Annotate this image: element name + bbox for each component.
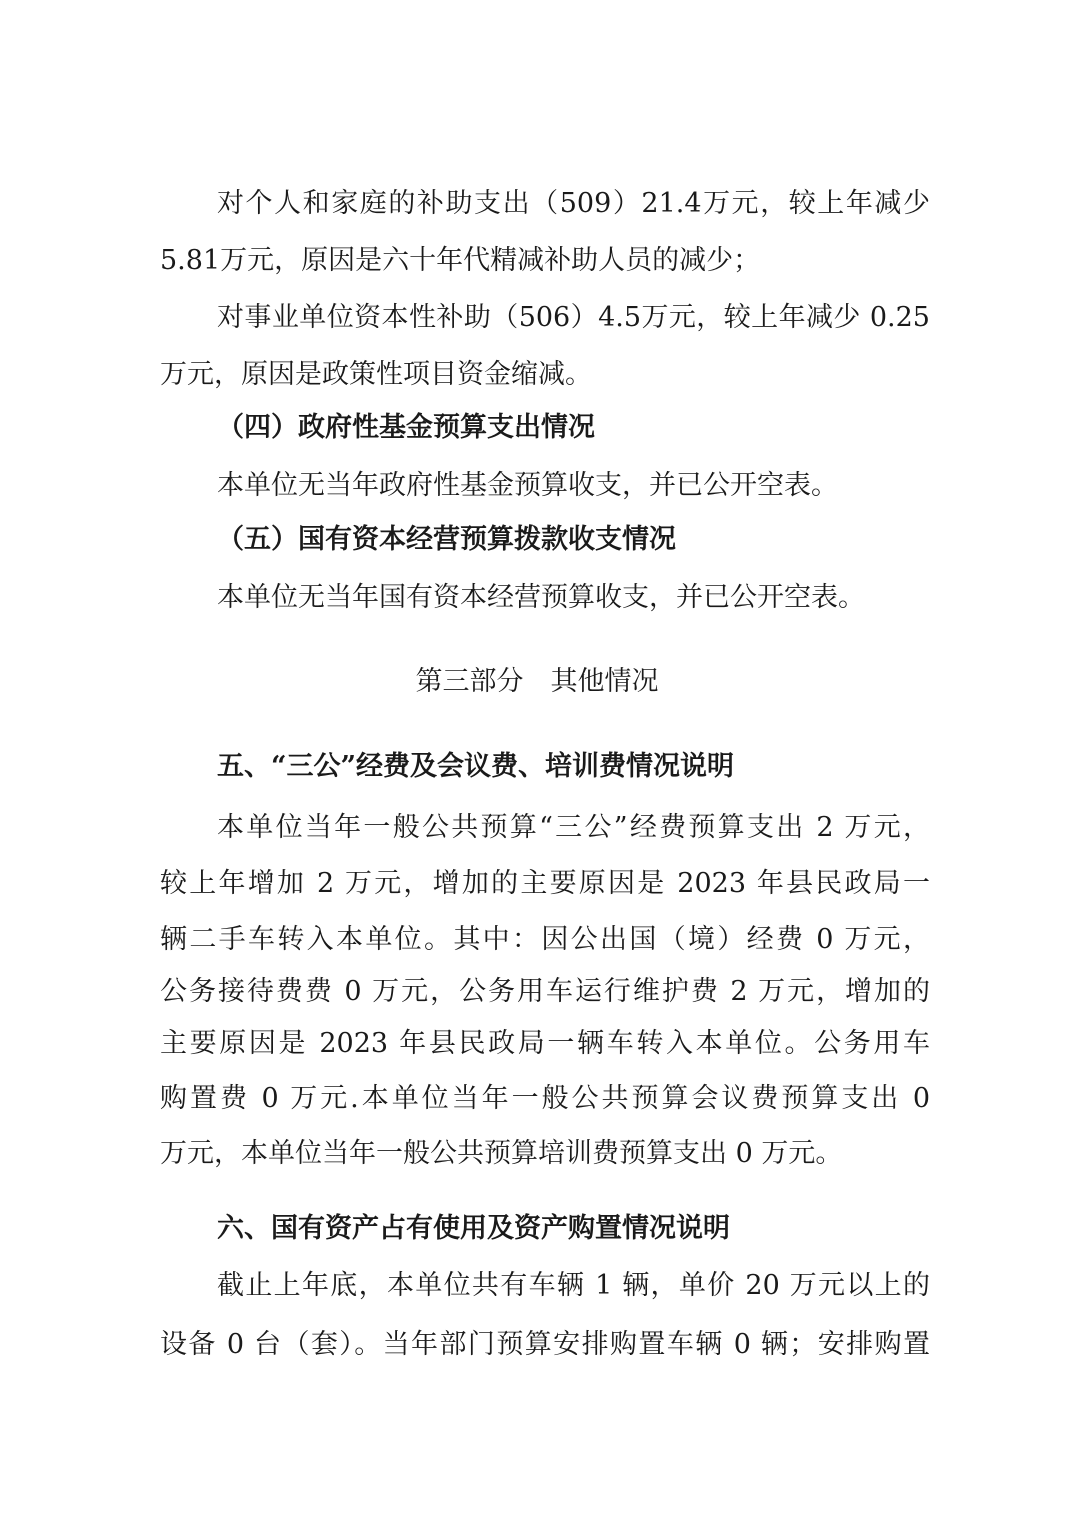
paragraph-line: 设备 0 台（套）。当年部门预算安排购置车辆 0 辆；安排购置 (160, 1329, 930, 1360)
section-heading-5: （五）国有资本经营预算拨款收支情况 (217, 524, 676, 555)
paragraph-line: 较上年增加 2 万元，增加的主要原因是 2023 年县民政局一 (160, 868, 930, 899)
paragraph-line: 对事业单位资本性补助（506）4.5万元，较上年减少 0.25 (217, 302, 930, 333)
paragraph-line: 本单位无当年国有资本经营预算收支，并已公开空表。 (217, 582, 865, 613)
section-heading-six: 六、国有资产占有使用及资产购置情况说明 (217, 1213, 730, 1244)
paragraph-line: 5.81万元，原因是六十年代精减补助人员的减少； (160, 245, 761, 276)
paragraph-line: 截止上年底，本单位共有车辆 1 辆，单价 20 万元以上的 (217, 1270, 930, 1301)
paragraph-line: 主要原因是 2023 年县民政局一辆车转入本单位。公务用车 (160, 1028, 930, 1059)
paragraph-line: 万元，本单位当年一般公共预算培训费预算支出 0 万元。 (160, 1138, 843, 1169)
paragraph-line: 辆二手车转入本单位。其中：因公出国（境）经费 0 万元， (160, 924, 930, 955)
part-title: 第三部分 其他情况 (415, 666, 659, 697)
paragraph-line: 本单位当年一般公共预算“三公”经费预算支出 2 万元， (217, 812, 930, 843)
paragraph-line: 购置费 0 万元.本单位当年一般公共预算会议费预算支出 0 (160, 1083, 930, 1114)
section-heading-4: （四）政府性基金预算支出情况 (217, 412, 595, 443)
paragraph-line: 公务接待费费 0 万元，公务用车运行维护费 2 万元，增加的 (160, 976, 930, 1007)
paragraph-line: 对个人和家庭的补助支出（509）21.4万元，较上年减少 (217, 188, 930, 219)
paragraph-line: 万元，原因是政策性项目资金缩减。 (160, 359, 592, 390)
paragraph-line: 本单位无当年政府性基金预算收支，并已公开空表。 (217, 470, 838, 501)
section-heading-five: 五、“三公”经费及会议费、培训费情况说明 (217, 751, 735, 782)
